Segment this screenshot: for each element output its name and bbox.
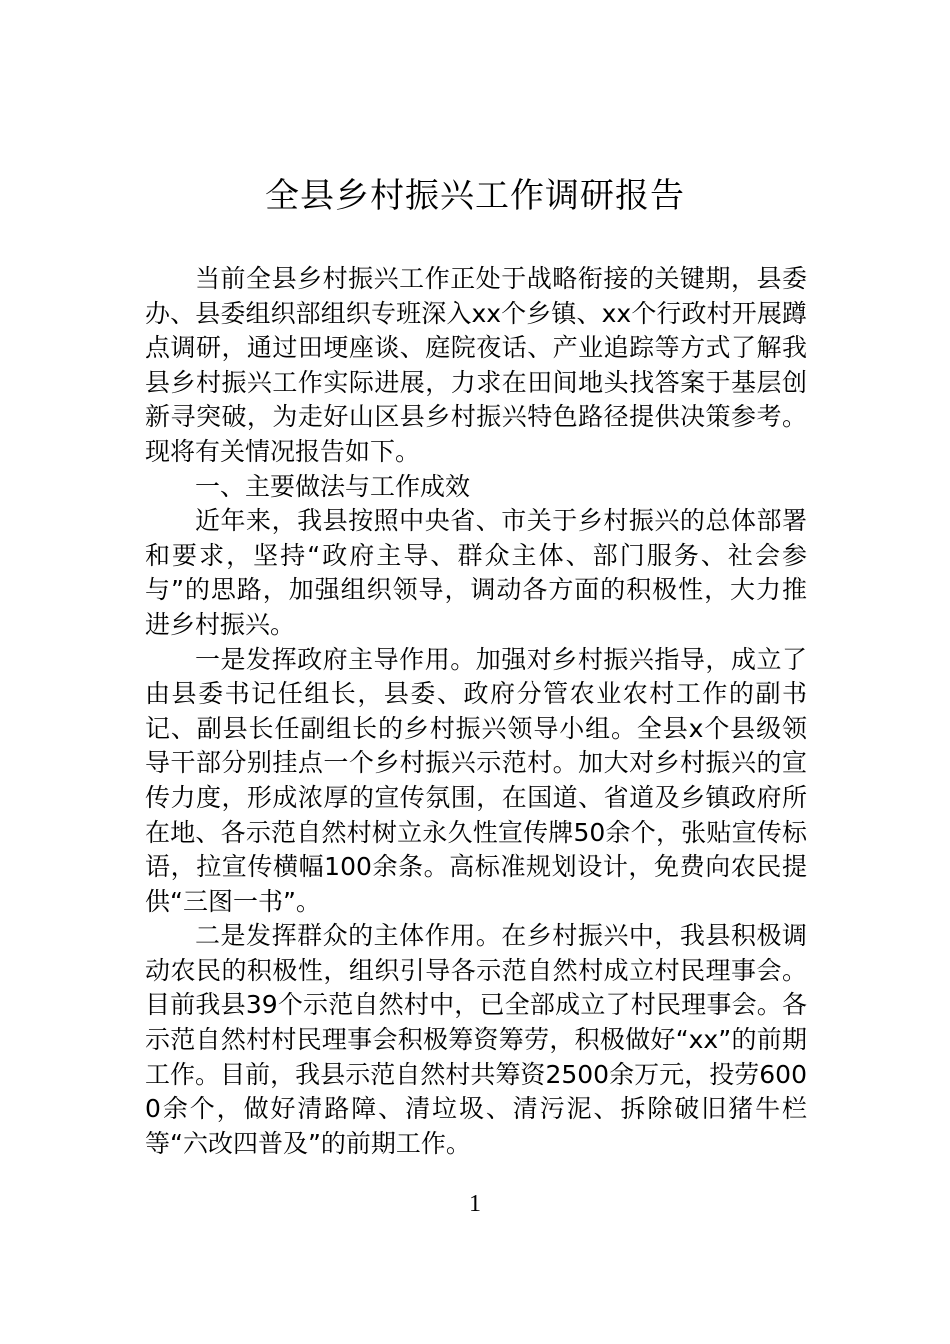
document-title: 全县乡村振兴工作调研报告 [265,176,685,216]
body-paragraph: 一是发挥政府主导作用。加强对乡村振兴指导，成立了由县委书记任组长，县委、政府分管农业农村工作的副书记、副县长任副组长的乡村振兴领导小组。全县x个县级领导干部分别挂点一个乡村振兴示范村。加大对乡村振兴的宣传力度，形成浓厚的宣传氛围，在国道、省道及乡镇政府所在地、各示范自然村树立永久性宣传牌50余个，张贴宣传标语，拉宣传横幅100余条。高标准规划设计，免费向农民提供“三图一书”。 [145,644,807,916]
document-body [145,262,807,1161]
body-paragraph: 二是发挥群众的主体作用。在乡村振兴中，我县积极调动农民的积极性，组织引导各示范自然村成立村民理事会。目前我县39个示范自然村中，已全部成立了村民理事会。各示范自然村村民理事会积极筹资筹劳，积极做好“xx”的前期工作。目前，我县示范自然村共筹资2500余万元，投劳6000余个，做好清路障、清垃圾、清污泥、拆除破旧猪牛栏等“六改四普及”的前期工作。 [145,921,807,1158]
body-paragraph: 近年来，我县按照中央省、市关于乡村振兴的总体部署和要求，坚持“政府主导、群众主体、部门服务、社会参与”的思路，加强组织领导，调动各方面的积极性，大力推进乡村振兴。 [145,506,807,639]
page-number: 1 [469,1191,481,1217]
section-heading: 一、主要做法与工作成效 [195,471,471,501]
intro-paragraph: 当前全县乡村振兴工作正处于战略衔接的关键期，县委办、县委组织部组织专班深入xx个乡镇、xx个行政村开展蹲点调研，通过田埂座谈、庭院夜话、产业追踪等方式了解我县乡村振兴工作实际进展，力求在田间地头找答案于基层创新寻突破，为走好山区县乡村振兴特色路径提供决策参考。现将有关情况报告如下。 [145,264,807,466]
